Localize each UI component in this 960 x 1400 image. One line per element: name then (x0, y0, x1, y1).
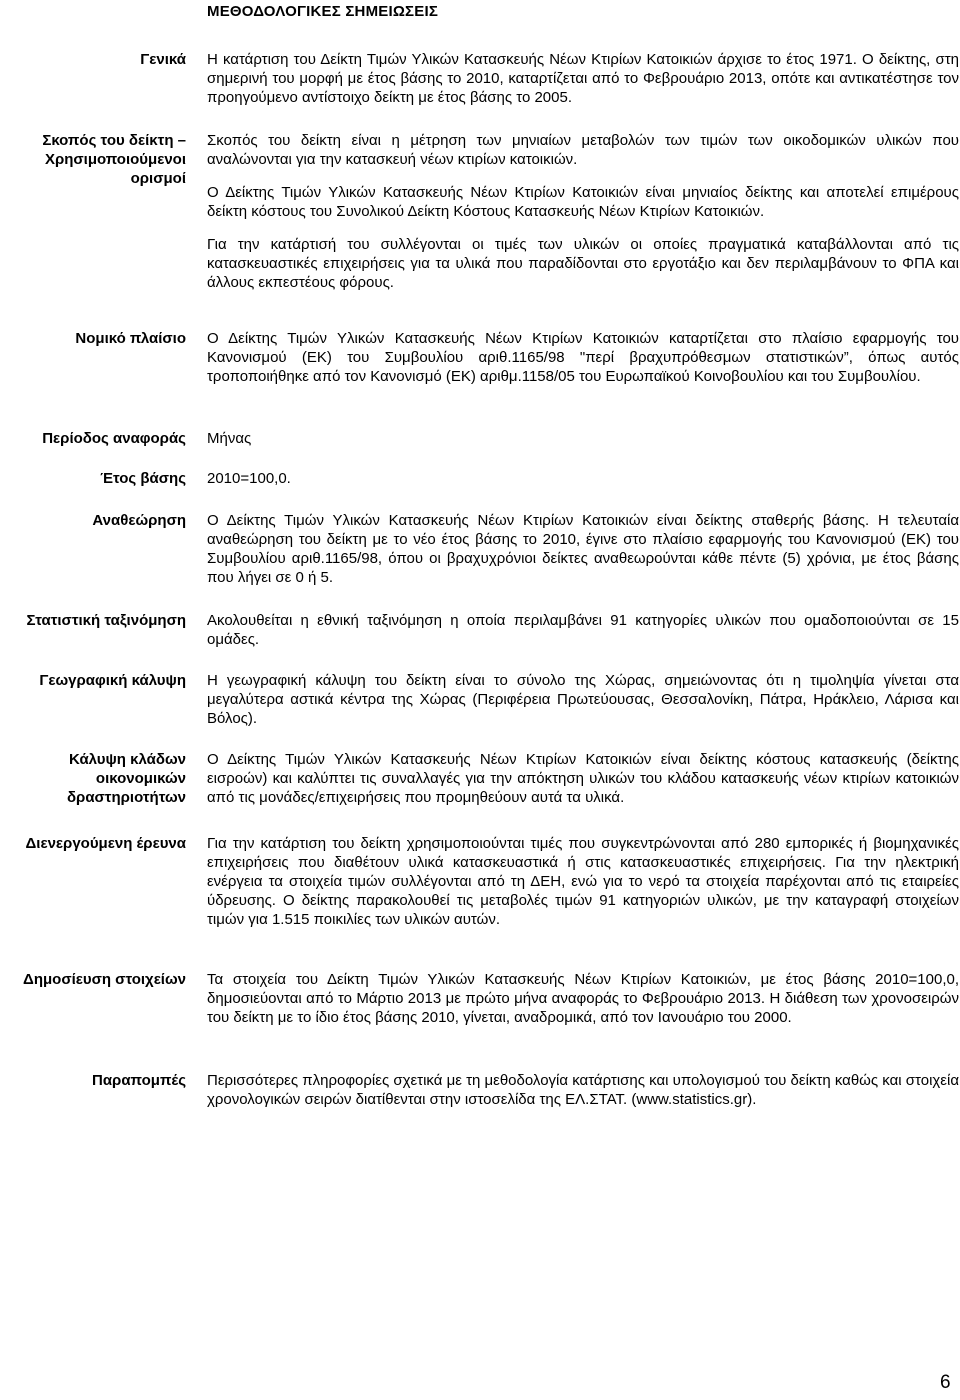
section-content-classification (207, 611, 959, 649)
paragraph: 2010=100,0. (207, 470, 291, 487)
section-label-survey: Διενεργούμενη έρευνα (25, 835, 186, 852)
page-title: ΜΕΘΟΔΟΛΟΓΙΚΕΣ ΣΗΜΕΙΩΣΕΙΣ (207, 3, 439, 20)
section-label-geographic: Γεωγραφική κάλυψη (39, 672, 186, 689)
paragraph: Για την κατάρτιση του δείκτη χρησιμοποιούνται τιμές που συγκεντρώνονται από 280 εμπορικές ή βιομηχανικές επιχειρήσεις που διαθέτουν υλικά κατασκευαστικά ή στις κατασκευαστικές επιχειρήσεις. Για την ηλεκτρική ενέργεια τα στοιχεία τιμών συλλέγονται από τη ΔΕΗ, ενώ για το νερό τα στοιχεία παρέχονται από τις εταιρείες ύδρευσης. Ο δείκτης παρακολουθεί τις μεταβολές τιμών 91 κατηγοριών υλικών, με την καταγραφή στοιχείων τιμών για 1.515 ποικιλίες των υλικών αυτών. (207, 835, 959, 928)
section-label-purpose: Σκοπός του δείκτη – Χρησιμοποιούμενοι ορισμοί (42, 132, 186, 187)
section-content-survey (207, 834, 959, 929)
paragraph: Ο Δείκτης Τιμών Υλικών Κατασκευής Νέων Κτιρίων Κατοικιών είναι μηνιαίος δείκτης και αποτελεί επιμέρους δείκτη κόστους του Συνολικού Δείκτη Κόστους Κατασκευής Νέων Κτιρίων Κατοικιών. (207, 184, 959, 220)
section-content-legal (207, 329, 959, 386)
section-label-classification: Στατιστική ταξινόμηση (26, 612, 186, 629)
section-content-reference-period (207, 429, 959, 448)
section-content-revision (207, 511, 959, 587)
section-label-coverage: Κάλυψη κλάδων οικονομικών δραστηριοτήτων (66, 751, 186, 806)
paragraph: Ο Δείκτης Τιμών Υλικών Κατασκευής Νέων Κτιρίων Κατοικιών είναι δείκτης σταθερής βάσης. Η τελευταία αναθεώρηση του δείκτη με το νέο έτος βάσης το 2010, έγινε στο πλαίσιο εφαρμογής του Κανονισμού (ΕΚ) του Συμβουλίου αριθ.1165/98, όπου οι βραχυχρόνιοι δείκτες αναθεωρούνται κάθε πέντε (5) χρόνια, με έτος βάσης που λήγει σε 0 ή 5. (207, 512, 959, 586)
section-content-geographic (207, 671, 959, 728)
paragraph: Η κατάρτιση του Δείκτη Τιμών Υλικών Κατασκευής Νέων Κτιρίων Κατοικιών άρχισε το έτος 1971. Ο δείκτης, στη σημερινή του μορφή με έτος βάσης το 2010, καταρτίζεται από το Φεβρουάριο 2013, οπότε και αντικατέστησε τον προηγούμενο αντίστοιχο δείκτη με έτος βάσης το 2005. (207, 51, 959, 106)
section-label-revision: Αναθεώρηση (92, 512, 186, 529)
section-content-purpose (207, 131, 959, 292)
section-label-references: Παραπομπές (91, 1072, 186, 1089)
section-content-coverage (207, 750, 959, 807)
page-number: 6 (940, 1372, 951, 1393)
section-label-legal: Νομικό πλαίσιο (75, 330, 186, 347)
paragraph: Ο Δείκτης Τιμών Υλικών Κατασκευής Νέων Κτιρίων Κατοικιών είναι δείκτης κόστους κατασκευής (δείκτης εισροών) και καλύπτει τις συναλλαγές για την απόκτηση υλικών του κλάδου κατασκευής νέων κτιρίων κατοικιών από τις μονάδες/επιχειρήσεις που προμηθεύουν αυτά τα υλικά. (207, 751, 959, 806)
section-content-publication (207, 970, 959, 1027)
paragraph: Περισσότερες πληροφορίες σχετικά με τη μεθοδολογία κατάρτισης και υπολογισμού του δείκτη καθώς και στοιχεία χρονολογικών σειρών διατίθενται στην ιστοσελίδα της ΕΛ.ΣΤΑΤ. (www.statistics.gr). (207, 1072, 959, 1108)
section-label-general: Γενικά (140, 51, 186, 68)
section-content-base-year (207, 469, 959, 488)
section-label-base-year: Έτος βάσης (100, 470, 186, 487)
paragraph: Ο Δείκτης Τιμών Υλικών Κατασκευής Νέων Κτιρίων Κατοικιών καταρτίζεται στο πλαίσιο εφαρμογής του Κανονισμού (ΕΚ) του Συμβουλίου αριθ.1165/98 "περί βραχυπρόθεσμων στατιστικών”, όπως αυτός τροποποιήθηκε από τον Κανονισμό (ΕΚ) αριθμ.1158/05 του Ευρωπαϊκού Κοινοβουλίου και του Συμβουλίου. (207, 330, 959, 385)
paragraph: Η γεωγραφική κάλυψη του δείκτη είναι το σύνολο της Χώρας, σημειώνοντας ότι η τιμοληψία γίνεται στα μεγαλύτερα αστικά κέντρα της Χώρας (Περιφέρεια Πρωτεύουσας, Θεσσαλονίκη, Πάτρα, Ηράκλειο, Λάρισα και Βόλος). (207, 672, 959, 727)
section-label-publication: Δημοσίευση στοιχείων (23, 971, 186, 988)
paragraph: Σκοπός του δείκτη είναι η μέτρηση των μηνιαίων μεταβολών των τιμών των οικοδομικών υλικών που αναλώνονται για την κατασκευή νέων κτιρίων κατοικιών. (207, 132, 959, 168)
paragraph: Μήνας (207, 430, 252, 447)
section-label-reference-period: Περίοδος αναφοράς (42, 430, 186, 447)
section-content-general (207, 50, 959, 107)
paragraph: Ακολουθείται η εθνική ταξινόμηση η οποία περιλαμβάνει 91 κατηγορίες υλικών που ομαδοποιούνται σε 15 ομάδες. (207, 612, 959, 648)
paragraph: Τα στοιχεία του Δείκτη Τιμών Υλικών Κατασκευής Νέων Κτιρίων Κατοικιών, με έτος βάσης 2010=100,0, δημοσιεύονται από το Μάρτιο 2013 με πρώτο μήνα αναφοράς το Φεβρουάριο 2013. Η διάθεση των χρονοσειρών του δείκτη με το ίδιο έτος βάσης 2010, γίνεται, αναδρομικά, από τον Ιανουάριο του 2000. (207, 971, 959, 1026)
paragraph: Για την κατάρτισή του συλλέγονται οι τιμές των υλικών οι οποίες πραγματικά καταβάλλονται από τις κατασκευαστικές επιχειρήσεις για τα υλικά που παραδίδονται στο εργοτάξιο και δεν περιλαμβάνουν το ΦΠΑ και άλλους εκπεστέους φόρους. (207, 236, 959, 291)
section-content-references (207, 1071, 959, 1109)
